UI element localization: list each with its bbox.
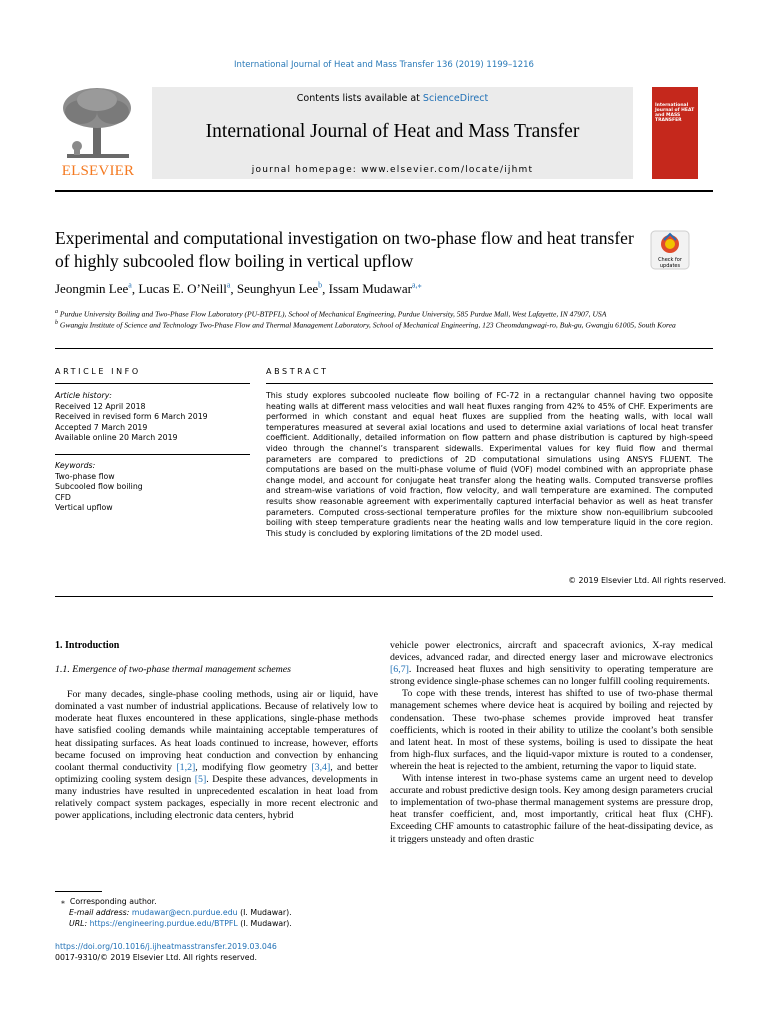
keyword: Vertical upflow [55, 503, 113, 513]
author-list: Jeongmin Lee$^a$, Lucas E. O’Neill$^a$, Seunghyun Lee$^b$, Issam Mudawar$^{a,⁎}$ [55, 281, 422, 297]
divider [55, 190, 713, 192]
sciencedirect-link[interactable]: ScienceDirect [422, 93, 489, 104]
check-updates-label: Check for updates [658, 257, 682, 269]
divider [55, 348, 713, 349]
contents-line [152, 93, 633, 104]
footnote-label: Corresponding author. [69, 897, 157, 906]
history-label: Article history: [55, 391, 112, 400]
paragraph: To cope with these trends, interest has shifted to use of two-phase thermal management schemes where device heat is acquired by boiling and rejected by condensation. These two-phase schemes provide improved heat transfer coefficients, which is rooted in their ability to utilize the coolant’s both sensible and latent heat. In most of these systems, boiling is used to dissipate the heat from high-flux surfaces, and the liquid-vapor mixture is routed to a condenser, wherein the heat is rejected to the ambient, returning the vapor to liquid state. [390, 688, 713, 772]
cover-text: International Journal of HEAT and MASS TRANSFER [655, 103, 695, 123]
affiliation: $^b$ Gwangju Institute of Science and Technology Two-Phase Flow and Thermal Management Laboratory, School of Mechanical Engineering, 123 Cheomdangwagi-ro, Buk-gu, Gwangju 61005, South Korea [55, 320, 676, 330]
footnote [55, 896, 378, 929]
email-link[interactable]: mudawar@ecn.purdue.edu [131, 908, 238, 917]
journal-citation-link[interactable]: International Journal of Heat and Mass Transfer 136 (2019) 1199–1216 [234, 60, 534, 70]
page-footer [55, 941, 378, 963]
article-info-heading: ARTICLE INFO [55, 367, 141, 376]
journal-homepage-link[interactable]: journal homepage: www.elsevier.com/locate/ijhmt [251, 165, 534, 175]
divider [266, 383, 713, 384]
citation-link[interactable]: [5] [194, 773, 207, 785]
abstract-heading: ABSTRACT [266, 367, 329, 376]
keyword: Two-phase flow [55, 471, 115, 481]
citation-link[interactable]: [3,4] [311, 761, 331, 773]
keyword: CFD [55, 492, 71, 502]
history-item: Available online 20 March 2019 [55, 433, 178, 443]
subsection-heading: 1.1. Emergence of two-phase thermal management schemes [55, 664, 292, 676]
email-label: E-mail address: [69, 908, 130, 917]
doi-link[interactable]: https://doi.org/10.1016/j.ijheatmasstransfer.2019.03.046 [55, 942, 277, 951]
author[interactable]: Jeongmin Lee$^a$ [55, 281, 132, 297]
citation-link[interactable]: [1,2] [176, 761, 196, 773]
keywords-label: Keywords: [55, 461, 96, 470]
history-item: Received in revised form 6 March 2019 [55, 412, 208, 422]
journal-cover-thumbnail[interactable] [652, 87, 698, 179]
keywords [55, 461, 245, 514]
url-label: URL: [69, 919, 88, 928]
body-column-right [390, 640, 713, 846]
abstract-text: This study explores subcooled nucleate flow boiling of FC-72 in a rectangular channel having two opposite heating walls at different mass velocities and wall heat fluxes ranging from 42% to 45% of CHF. Experiments are performed in which constant and equal heat fluxes are supplied from the heating walls, with local wall temperatures measured at several axial locations and used to determine axial variations of local heat transfer coefficient. Additionally, detailed information on flow pattern and phase distribution is captured by high-speed video through the channel’s transparent sidewalls. Experimental values for key fluid flow and thermal parameters are compared to predictions of 2D computational simulations using ANSYS FLUENT. The computations are based on the multi-phase volume of fluid (VOF) model combined with an appropriate phase change model, and account for conjugate heat transfer along the heating walls. Computed transverse profiles and stream-wise variations of void fraction, flow velocity, and wall temperature are examined. The computed results show reasonable agreement with experimentally captured interfacial behavior as well as heat transfer parameters. Computed cross-sectional temperature profiles for the mixture show non-equilibrium subcooled boiling with steep temperature gradients near the heating walls and low temperature liquid in the core region. This study is concluded by exploring limitations of the 2D model used. [266, 391, 713, 538]
divider [55, 454, 250, 455]
elsevier-wordmark: ELSEVIER [61, 163, 135, 179]
copyright-notice: © 2019 Elsevier Ltd. All rights reserved. [568, 576, 726, 585]
journal-title: International Journal of Heat and Mass Transfer [205, 121, 580, 142]
author[interactable]: Lucas E. O’Neill$^a$ [138, 281, 231, 297]
history-item: Accepted 7 March 2019 [55, 422, 148, 432]
paragraph: With intense interest in two-phase systems came an urgent need to develop accurate and robust predictive design tools. Key among design parameters crucial to implementation of two-phase thermal management systems are pressure drop, heat transfer coefficient, and, most importantly, critical heat flux (CHF). Exceeding CHF amounts to catastrophic failure of the heat-dissipating device, as it triggers unsteady and often drastic [390, 773, 713, 845]
body-column-left [55, 640, 378, 822]
affiliation: $^a$ Purdue University Boiling and Two-Phase Flow Laboratory (PU-BTPFL), School of Mechanical Engineering, Purdue University, 585 Purdue Mall, West Lafayette, IN 47907, USA [55, 309, 607, 319]
email-suffix: (I. Mudawar). [240, 908, 292, 917]
footnote-divider [55, 891, 102, 892]
author[interactable]: Issam Mudawar$^{a,⁎}$ [328, 281, 422, 297]
paragraph: For many decades, single-phase cooling methods, using air or liquid, have dominated a vast number of industrial applications. Because of relatively low to moderate heat fluxes encountered in these applications, single-phase methods have satisfied cooling demands while maintaining acceptable temperatures of heat dissipating surfaces. As heat loads continued to increase, however, efforts became focused on improving heat conduction and convection by enhancing coolant thermal conductivity [1,2], modifying flow geometry [3,4], and better optimizing cooling system design [5]. Despite these advances, developments in many industries have resulted in unprecedented escalation in heat load from relatively compact system packages, especially in more recent electronic and power applications, including electronic data centers, hybrid [55, 689, 378, 822]
paragraph: vehicle power electronics, aircraft and spacecraft avionics, X-ray medical devices, advanced radar, and directed energy laser and microwave electronics [6,7]. Increased heat fluxes and high sensitivity to operating temperature are strong evidence single-phase schemes can no longer fulfill cooling requirements. [390, 640, 713, 688]
check-for-updates-badge[interactable] [650, 230, 690, 270]
keyword: Subcooled flow boiling [55, 482, 143, 492]
article-history [55, 391, 245, 444]
url-suffix: (I. Mudawar). [240, 919, 292, 928]
author[interactable]: Seunghyun Lee$^b$ [236, 281, 323, 297]
issn-line: 0017-9310/© 2019 Elsevier Ltd. All rights reserved. [55, 953, 257, 962]
contents-prefix: Contents lists available at [296, 93, 423, 104]
divider [55, 596, 713, 597]
footnote-mark: ⁎ [61, 897, 65, 906]
history-item: Received 12 April 2018 [55, 401, 146, 411]
divider [55, 383, 250, 384]
article-title: Experimental and computational investigation on two-phase flow and heat transfer of highly subcooled flow boiling in vertical upflow [55, 228, 634, 271]
section-heading: 1. Introduction [55, 640, 120, 651]
url-link[interactable]: https://engineering.purdue.edu/BTPFL [89, 919, 238, 928]
citation-link[interactable]: [6,7] [390, 664, 409, 676]
